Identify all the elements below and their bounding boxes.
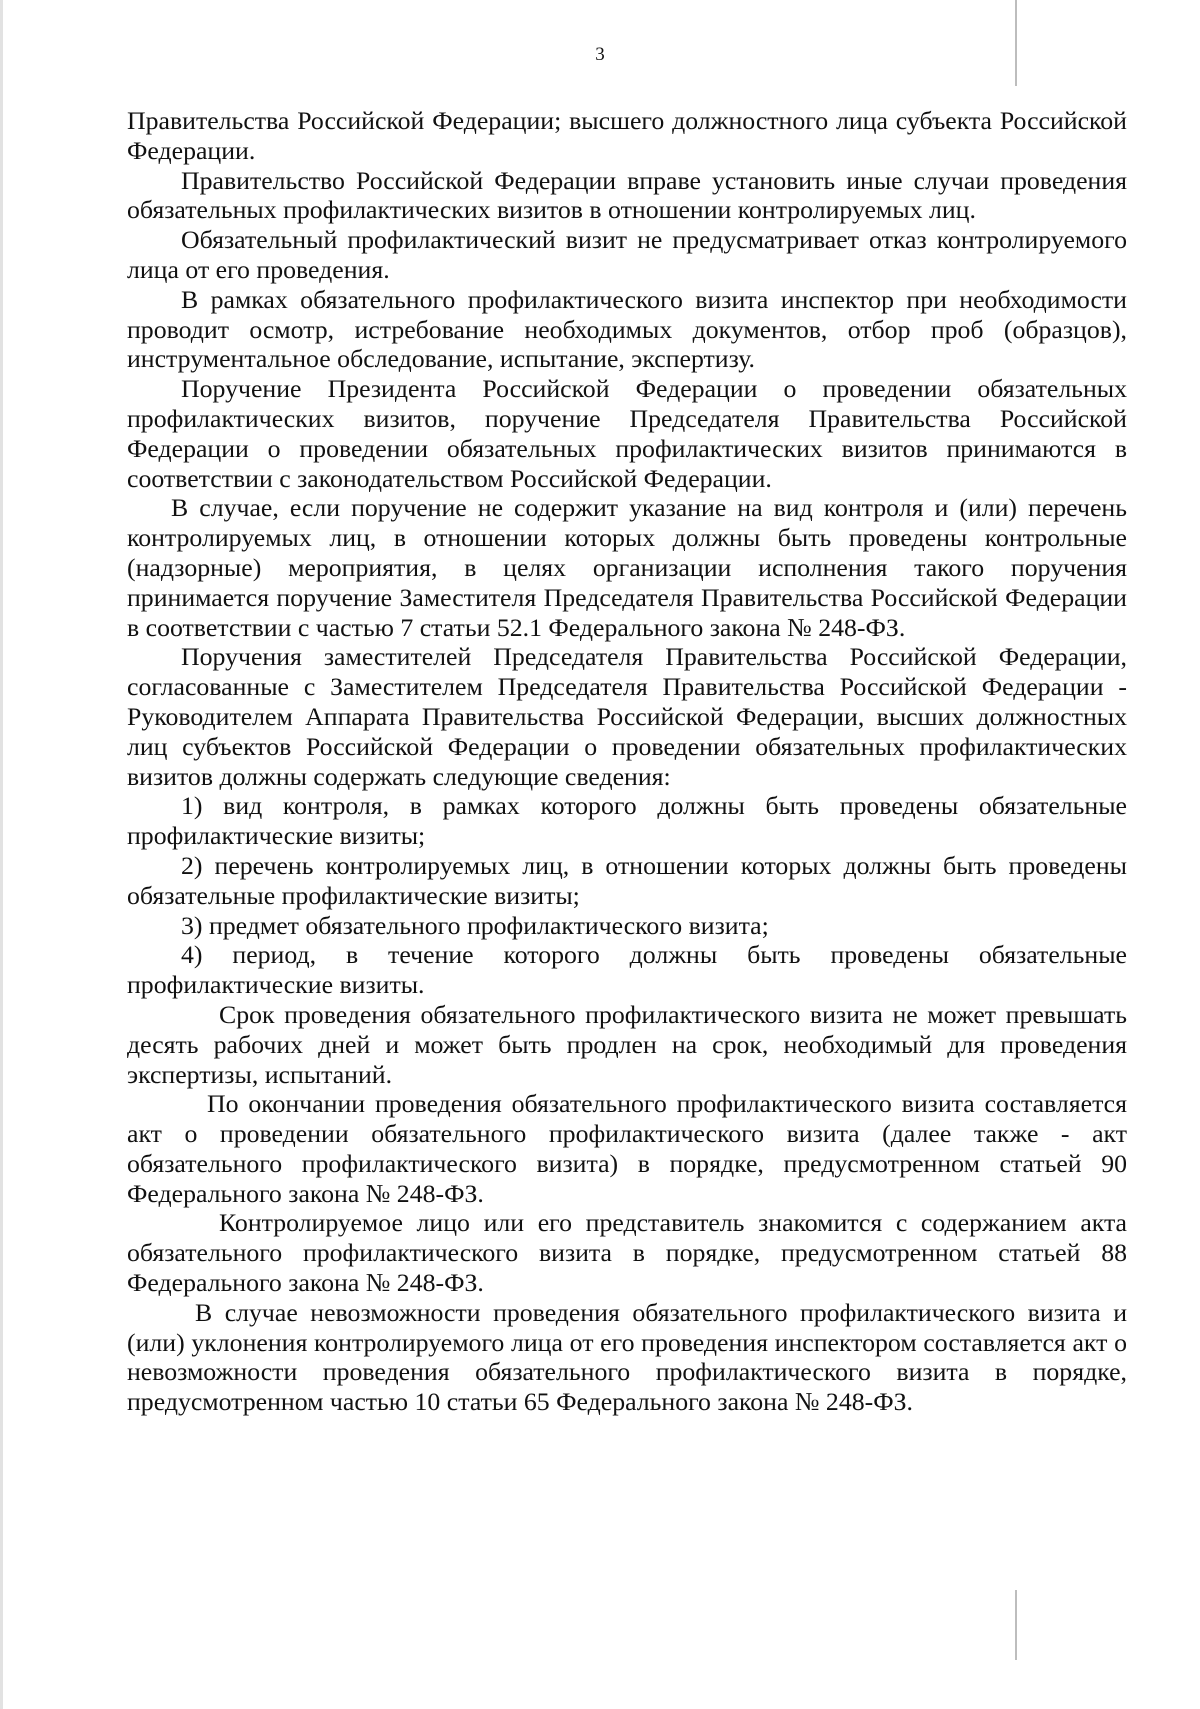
paragraph: Правительства Российской Федерации; высшего должностного лица субъекта Российской Федерации. [127, 106, 1127, 165]
list-item: 3) предмет обязательного профилактического визита; [181, 910, 769, 940]
paragraph: Срок проведения обязательного профилактического визита не может превышать десять рабочих дней и может быть продлен на срок, необходимый для проведения экспертизы, испытаний. [127, 999, 1127, 1089]
paragraph: Поручения заместителей Председателя Правительства Российской Федерации, согласованные с Заместителем Председателя Правительства Российской Федерации - Руководителем Аппарата Правительства Российской Федерации, высших должностных лиц субъектов Российской Федерации о проведении обязательных профилактических визитов должны содержать следующие сведения: [127, 642, 1127, 791]
scan-artifact-line [1015, 1590, 1017, 1660]
document-body [127, 106, 1127, 1417]
paragraph: По окончании проведения обязательного профилактического визита составляется акт о проведении обязательного профилактического визита (далее также - акт обязательного профилактического визита) в порядке, предусмотренном статьей 90 Федерального закона № 248-ФЗ. [127, 1089, 1127, 1208]
paragraph: В рамках обязательного профилактического визита инспектор при необходимости проводит осмотр, истребование необходимых документов, отбор проб (образцов), инструментальное обследование, испытание, экспертизу. [127, 284, 1127, 374]
paragraph: Поручение Президента Российской Федерации о проведении обязательных профилактических визитов, поручение Председателя Правительства Российской Федерации о проведении обязательных профилактических визитов принимаются в соответствии с законодательством Российской Федерации. [127, 374, 1127, 493]
page-number: 3 [595, 44, 605, 65]
paragraph: В случае невозможности проведения обязательного профилактического визита и (или) уклонения контролируемого лица от его проведения инспектором составляется акт о невозможности проведения обязательного профилактического визита в порядке, предусмотренном частью 10 статьи 65 Федерального закона № 248-ФЗ. [127, 1297, 1127, 1417]
paragraph: В случае, если поручение не содержит указание на вид контроля и (или) перечень контролируемых лиц, в отношении которых должны быть проведены контрольные (надзорные) мероприятия, в целях организации исполнения такого поручения принимается поручение Заместителя Председателя Правительства Российской Федерации в соответствии с частью 7 статьи 52.1 Федерального закона № 248-ФЗ. [127, 493, 1127, 642]
scan-edge-shadow [0, 0, 3, 1709]
paragraph: Обязательный профилактический визит не предусматривает отказ контролируемого лица от его проведения. [127, 225, 1127, 284]
paragraph: Правительство Российской Федерации вправе установить иные случаи проведения обязательных профилактических визитов в отношении контролируемых лиц. [127, 165, 1127, 225]
paragraph: Контролируемое лицо или его представитель знакомится с содержанием акта обязательного профилактического визита в порядке, предусмотренном статьей 88 Федерального закона № 248-ФЗ. [127, 1208, 1127, 1298]
scan-artifact-line [1015, 0, 1017, 86]
list-item: 4) период, в течение которого должны быть проведены обязательные профилактические визиты. [127, 940, 1127, 1000]
list-item: 2) перечень контролируемых лиц, в отношении которых должны быть проведены обязательные профилактические визиты; [127, 850, 1127, 910]
list-item: 1) вид контроля, в рамках которого должны быть проведены обязательные профилактические визиты; [127, 791, 1127, 851]
